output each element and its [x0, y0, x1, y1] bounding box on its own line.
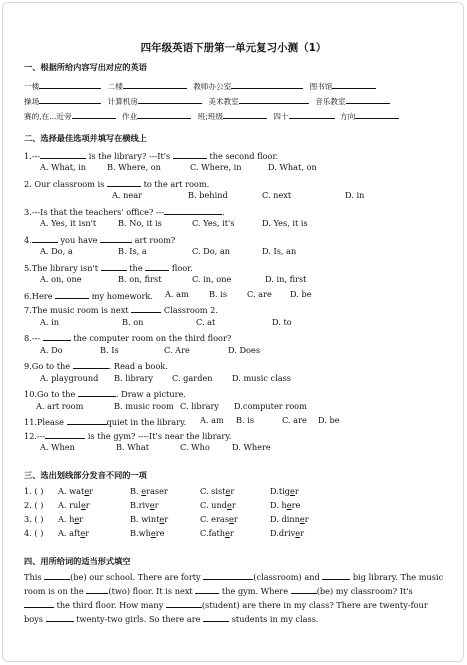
vocab-label: 图书馆 [309, 82, 333, 91]
option[interactable]: B. Where, on [107, 162, 161, 172]
option[interactable]: D. here [270, 500, 301, 510]
option[interactable]: C. eraser [200, 514, 238, 524]
option[interactable]: A. playground [40, 373, 99, 383]
answer-blank[interactable] [44, 571, 70, 580]
answer-blank[interactable] [55, 290, 89, 299]
option[interactable]: B. is [236, 415, 255, 425]
option[interactable]: D. in [345, 190, 365, 200]
answer-blank[interactable] [39, 95, 101, 104]
option[interactable]: A. after [58, 528, 90, 538]
vocab-label: 美术教室 [208, 97, 239, 106]
option[interactable]: D. be [318, 415, 340, 425]
option[interactable]: B. on [122, 317, 144, 327]
answer-blank[interactable] [24, 599, 54, 608]
worksheet-title: 四年级英语下册第一单元复习小测（1） [140, 42, 327, 54]
phonics-number[interactable]: 1. ( ) [24, 486, 44, 496]
option[interactable]: B. on, first [118, 274, 162, 284]
option[interactable]: A. Do [40, 345, 63, 355]
answer-blank[interactable] [100, 234, 132, 243]
option[interactable]: A. Yes, it isn't [40, 218, 97, 228]
phonics-number[interactable]: 4. ( ) [24, 528, 44, 538]
answer-blank[interactable] [123, 80, 187, 89]
mc-question-12: 12.--- is the gym? ----It's near the library. [24, 431, 232, 441]
option[interactable]: D.computer room [234, 401, 307, 411]
option[interactable]: D. be [290, 289, 312, 299]
mc-question-1: 1.--- is the library? ---It's the second floor. [24, 151, 279, 161]
option[interactable]: B. library [114, 373, 154, 383]
answer-blank[interactable] [291, 585, 317, 594]
option[interactable]: D. Where [232, 442, 271, 452]
option[interactable]: D. to [272, 317, 292, 327]
vocab-label: 作业 [122, 112, 138, 121]
option[interactable]: D. Does [228, 345, 261, 355]
option[interactable]: C. under [200, 500, 236, 510]
answer-blank[interactable] [67, 416, 107, 425]
vocab-row-2 [24, 95, 390, 106]
option[interactable]: A. When [40, 442, 75, 452]
option[interactable]: C. library [180, 401, 219, 411]
answer-blank[interactable] [137, 110, 191, 119]
answer-blank[interactable] [86, 585, 108, 594]
option[interactable]: A. water [58, 486, 94, 496]
answer-blank[interactable] [332, 80, 376, 89]
mc-question-9: 9.Go to the . Read a book. [24, 361, 168, 371]
option[interactable]: D. music class [232, 373, 292, 383]
option[interactable]: B. Is, a [118, 246, 147, 256]
option[interactable]: D. in, first [265, 274, 307, 284]
vocab-label: 赛的,在...近旁 [24, 112, 72, 121]
answer-blank[interactable] [45, 430, 85, 439]
option[interactable]: A. am [200, 415, 224, 425]
answer-blank[interactable] [73, 360, 109, 369]
answer-blank[interactable] [166, 599, 202, 608]
option[interactable]: C. Yes, it's [192, 218, 235, 228]
option[interactable]: C. sister [200, 486, 235, 496]
answer-blank[interactable] [101, 262, 127, 271]
mc-question-2: 2. Our classroom is to the art room. [24, 179, 210, 189]
option[interactable]: B. is [209, 289, 228, 299]
option[interactable]: C.father [200, 528, 234, 538]
option[interactable]: D. Is, an [262, 246, 297, 256]
option[interactable]: C. Where, in [190, 162, 242, 172]
option[interactable]: C. at [196, 317, 216, 327]
option[interactable]: A. on, one [40, 274, 82, 284]
mc-question-3: 3.---Is that the teachers' office? --- . [24, 207, 225, 217]
answer-blank[interactable] [355, 110, 399, 119]
option[interactable]: D. What, on [268, 162, 317, 172]
answer-blank[interactable] [43, 332, 71, 341]
vocab-label: 四十 [273, 112, 289, 121]
option[interactable]: D. dinner [270, 514, 309, 524]
answer-blank[interactable] [39, 80, 101, 89]
vocab-label: 教师办公室 [193, 82, 232, 91]
option[interactable]: B.where [130, 528, 165, 538]
option[interactable]: C. are [282, 415, 307, 425]
fill-paragraph-line-2: room is on the (two) floor. It is next the gym. Where (be) my classroom? It's [24, 586, 413, 596]
option[interactable]: B. What [116, 442, 150, 452]
phonics-number[interactable]: 2. ( ) [24, 500, 44, 510]
option[interactable]: A. What, in [40, 162, 87, 172]
section-2-heading: 二、选择最佳选项并填写在横线上 [24, 133, 147, 143]
mc-question-7: 7.The music room is next Classroom 2. [24, 305, 218, 315]
answer-blank[interactable] [138, 95, 202, 104]
mc-question-6: 6.Here my homework. [24, 291, 153, 301]
option[interactable]: A. Do, a [40, 246, 73, 256]
option[interactable]: D.tiger [270, 486, 299, 496]
answer-blank[interactable] [203, 571, 253, 580]
answer-blank[interactable] [46, 613, 74, 622]
option[interactable]: B. music room [114, 401, 174, 411]
option[interactable]: C. next [262, 190, 292, 200]
answer-blank[interactable] [173, 150, 207, 159]
answer-blank[interactable] [203, 613, 229, 622]
option[interactable]: B. behind [188, 190, 228, 200]
option[interactable]: C. Do, an [192, 246, 231, 256]
option[interactable]: D. Yes, it is [262, 218, 308, 228]
answer-blank[interactable] [322, 571, 350, 580]
answer-blank[interactable] [145, 262, 169, 271]
option[interactable]: D.driver [270, 528, 305, 538]
vocab-label: 二楼 [107, 82, 123, 91]
answer-blank[interactable] [164, 206, 222, 215]
mc-question-10: 10.Go to the . Draw a picture. [24, 389, 186, 399]
fill-paragraph-line-1: This (be) our school. There are forty (classroom) and big library. The music [24, 572, 444, 582]
vocab-row-3 [24, 110, 399, 121]
option[interactable]: C. garden [172, 373, 213, 383]
section-4-heading: 四、用所给词的适当形式填空 [24, 556, 131, 566]
option[interactable]: A. near [112, 190, 143, 200]
option[interactable]: A. her [58, 514, 84, 524]
mc-question-8: 8.--- the computer room on the third floor? [24, 333, 232, 343]
option[interactable]: C. Who [180, 442, 210, 452]
option[interactable]: B. eraser [130, 486, 168, 496]
answer-blank[interactable] [131, 304, 161, 313]
option[interactable]: C. Are [164, 345, 190, 355]
option[interactable]: B. Is [100, 345, 119, 355]
option[interactable]: A. ruler [58, 500, 90, 510]
vocab-label: 班;班级 [197, 112, 223, 121]
vocab-label: 方向 [340, 112, 356, 121]
answer-blank[interactable] [78, 388, 116, 397]
answer-blank[interactable] [223, 110, 267, 119]
fill-paragraph-line-4: boys twenty-two girls. So there are students in my class. [24, 614, 319, 624]
phonics-number[interactable]: 3. ( ) [24, 514, 44, 524]
vocab-row-1 [24, 80, 376, 91]
answer-blank[interactable] [40, 150, 86, 159]
mc-question-11: 11.Please quiet in the library. [24, 417, 187, 427]
section-3-heading: 三、选出划线部分发音不同的一项 [24, 470, 147, 480]
option[interactable]: A. in [40, 317, 60, 327]
answer-blank[interactable] [239, 95, 309, 104]
option[interactable]: A. art room [36, 401, 84, 411]
answer-blank[interactable] [32, 234, 58, 243]
mc-question-5: 5.The library isn't the floor. [24, 263, 193, 273]
answer-blank[interactable] [231, 80, 303, 89]
option[interactable]: B. winter [130, 514, 169, 524]
section-1-heading: 一、根据所给内容写出对应的英语 [24, 62, 147, 72]
mc-question-4: 4. you have art room? [24, 235, 176, 245]
vocab-label: 计算机房 [107, 97, 138, 106]
vocab-label: 一楼 [24, 82, 40, 91]
answer-blank[interactable] [195, 585, 219, 594]
option[interactable]: C. are [247, 289, 272, 299]
answer-blank[interactable] [289, 110, 335, 119]
vocab-label: 音乐教室 [315, 97, 346, 106]
answer-blank[interactable] [346, 95, 390, 104]
vocab-label: 操场 [24, 97, 40, 106]
option[interactable]: C. in, one [192, 274, 232, 284]
option[interactable]: A. am [165, 289, 189, 299]
answer-blank[interactable] [107, 178, 141, 187]
option[interactable]: B. No, it is [118, 218, 162, 228]
fill-paragraph-line-3: the third floor. How many (student) are there in my class? There are twenty-four [24, 599, 428, 609]
option[interactable]: B.river [130, 500, 159, 510]
answer-blank[interactable] [72, 110, 116, 119]
